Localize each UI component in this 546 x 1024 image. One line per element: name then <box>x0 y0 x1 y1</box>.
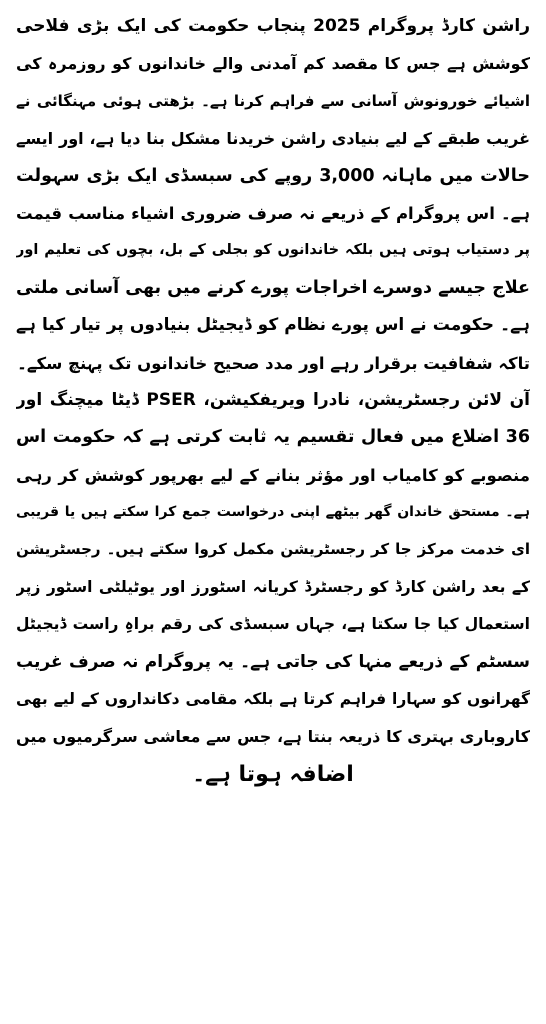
text-line: گھرانوں کو سہارا فراہم کرتا ہے بلکہ مقامی دکانداروں کے لیے بھی <box>16 690 530 709</box>
text-line: اشیائے خورونوش آسانی سے فراہم کرنا ہے۔ بڑھتی ہوئی مہنگائی نے <box>16 91 530 110</box>
text-line: کوشش ہے جس کا مقصد کم آمدنی والے خاندانوں کو روزمرہ کی <box>16 54 530 74</box>
text-line: سسٹم کے ذریعے منہا کی جاتی ہے۔ یہ پروگرام نہ صرف غریب <box>16 651 530 672</box>
text-line: پر دستیاب ہوتی ہیں بلکہ خاندانوں کو بجلی کے بل، بچوں کی تعلیم اور <box>16 242 530 259</box>
text-line: اضافہ ہوتا ہے۔ <box>192 761 354 787</box>
text-line: استعمال کیا جا سکتا ہے، جہاں سبسڈی کی رقم براہِ راست ڈیجیٹل <box>16 615 530 634</box>
text-line: کے بعد راشن کارڈ کو رجسٹرڈ کریانہ اسٹورز اور یوٹیلٹی اسٹور زپر <box>16 577 530 596</box>
text-line: 36 اضلاع میں فعال تقسیم یہ ثابت کرتی ہے کہ حکومت اس <box>16 427 530 448</box>
text-line: حالات میں ماہانہ 3,000 روپے کی سبسڈی ایک بڑی سہولت <box>16 165 530 186</box>
text-line: تاکہ شفافیت برقرار رہے اور مدد صحیح خاندانوں تک پہنچ سکے۔ <box>17 353 530 373</box>
text-line: ای خدمت مرکز جا کر رجسٹریشن مکمل کروا سکتے ہیں۔ رجسٹریشن <box>16 540 530 559</box>
text-line: راشن کارڈ پروگرام 2025 پنجاب حکومت کی ایک بڑی فلاحی <box>16 16 530 36</box>
text-line: منصوبے کو کامیاب اور مؤثر بنانے کے لیے بھرپور کوشش کر رہی <box>16 465 530 485</box>
text-line: آن لائن رجسٹریشن، نادرا ویریفکیشن، PSER ڈیٹا میچنگ اور <box>16 389 530 410</box>
text-line: ہے۔ حکومت نے اس پورے نظام کو ڈیجیٹل بنیادوں پر تیار کیا ہے <box>16 315 530 336</box>
article-body <box>16 8 530 793</box>
text-line: کاروباری بہتری کا ذریعہ بنتا ہے، جس سے معاشی سرگرمیوں میں <box>16 727 530 747</box>
text-line: ہے۔ اس پروگرام کے ذریعے نہ صرف ضروری اشیاء مناسب قیمت <box>16 203 530 223</box>
text-line: ہے۔ مستحق خاندان گھر بیٹھے اپنی درخواست جمع کرا سکتے ہیں یا قریبی <box>16 504 530 521</box>
text-line: غریب طبقے کے لیے بنیادی راشن خریدنا مشکل بنا دیا ہے، اور ایسے <box>16 129 530 149</box>
text-line: علاج جیسے دوسرے اخراجات پورے کرنے میں بھی آسانی ملتی <box>16 277 530 298</box>
